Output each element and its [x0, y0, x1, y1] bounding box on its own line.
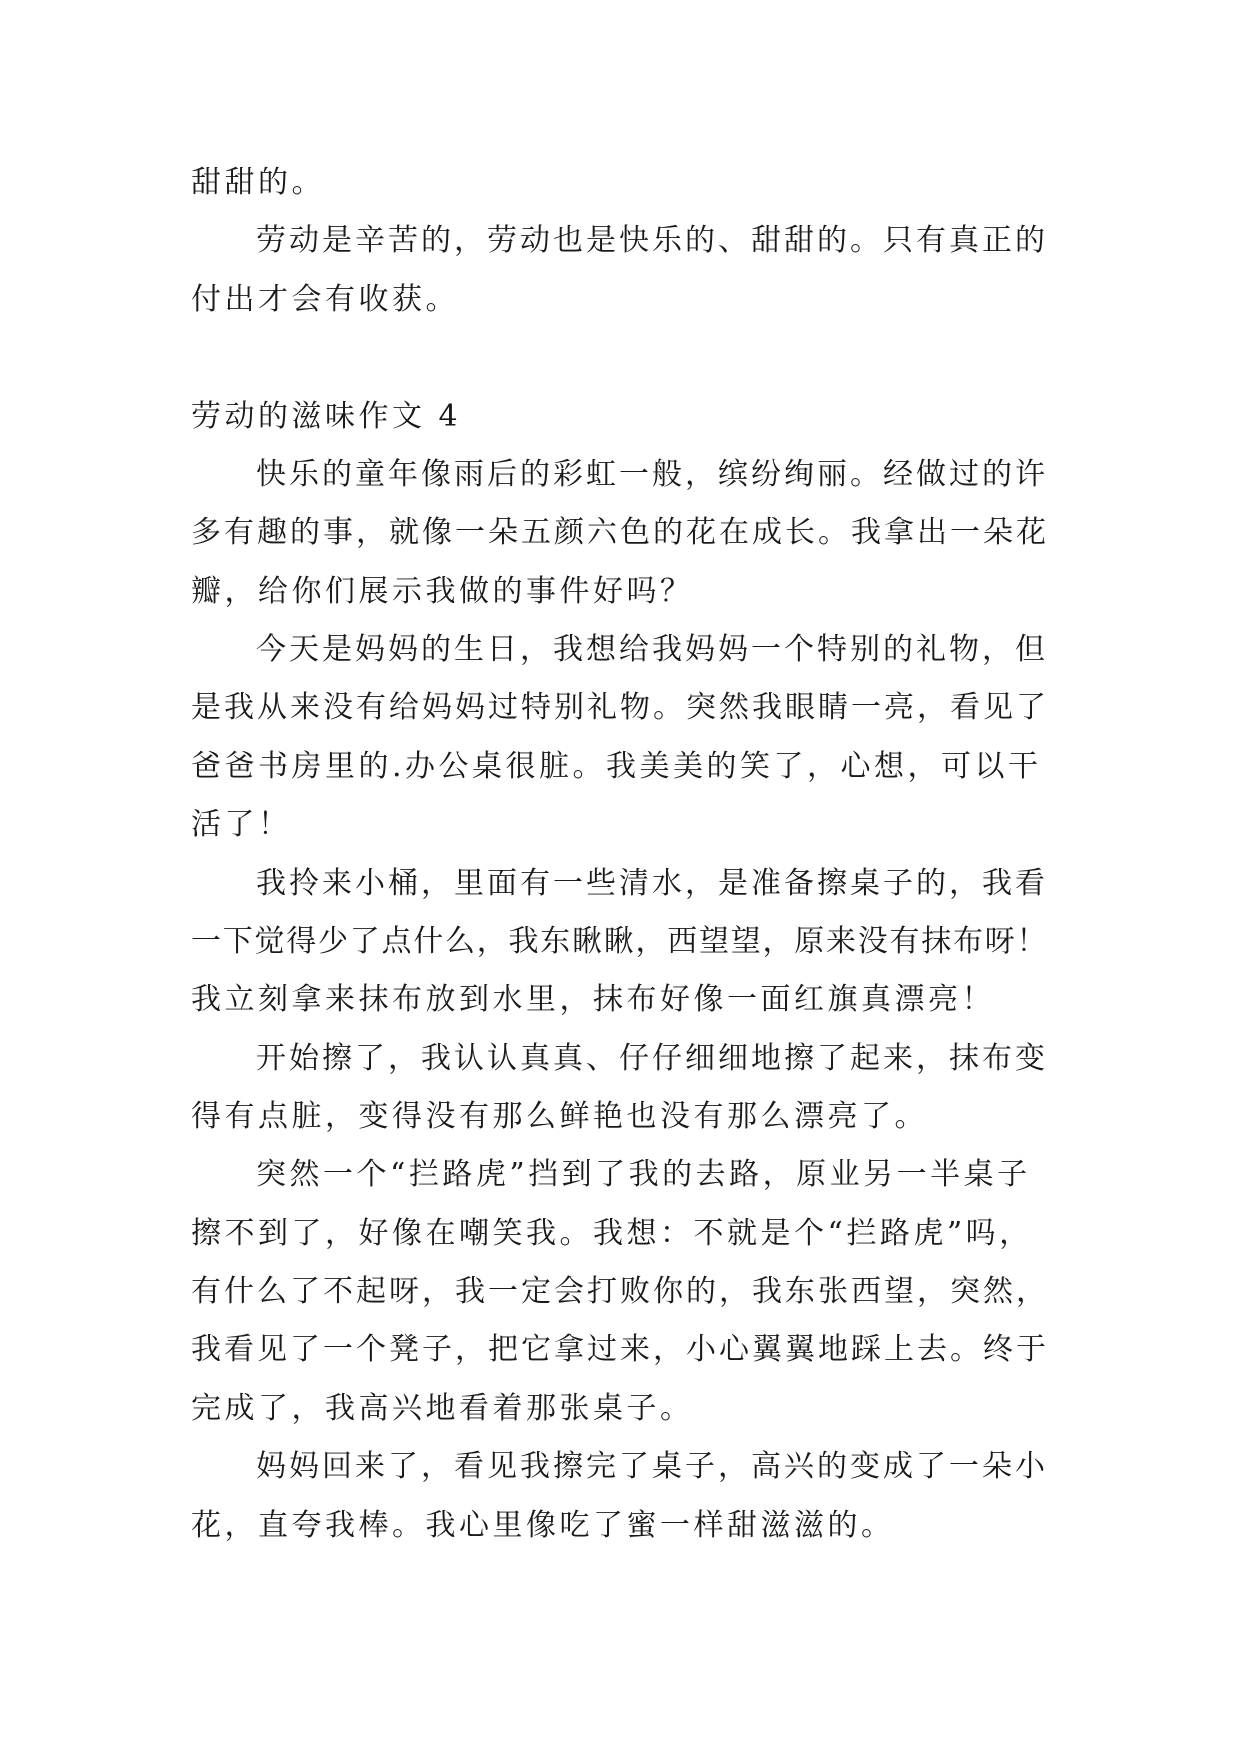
text-line: 多有趣的事，就像一朵五颜六色的花在成长。我拿出一朵花 [191, 515, 1049, 550]
text-line: 活了！ [191, 807, 292, 842]
paragraph-start-line: 快乐的童年像雨后的彩虹一般，缤纷绚丽。经做过的许 [256, 457, 1048, 492]
text-line: 擦不到了，好像在嘲笑我。我想：不就是个“拦路虎”吗， [191, 1216, 1033, 1251]
text-line: 我立刻拿来抹布放到水里，抹布好像一面红旗真漂亮！ [191, 982, 995, 1017]
text-line: 爸爸书房里的.办公桌很脏。我美美的笑了，心想，可以干 [191, 749, 1042, 784]
text-line: 完成了，我高兴地看着那张桌子。 [191, 1391, 694, 1426]
paragraph-start-line: 劳动是辛苦的，劳动也是快乐的、甜甜的。只有真正的 [256, 223, 1048, 258]
paragraph-start-line: 妈妈回来了，看见我擦完了桌子，高兴的变成了一朵小 [256, 1449, 1048, 1484]
paragraph-start-line: 今天是妈妈的生日，我想给我妈妈一个特别的礼物，但 [256, 632, 1048, 667]
text-line: 花，直夸我棒。我心里像吃了蜜一样甜滋滋的。 [191, 1508, 895, 1543]
essay-heading: 劳动的滋味作文 4 [191, 399, 462, 434]
text-line: 甜甜的。 [191, 165, 325, 200]
paragraph-start-line: 突然一个“拦路虎”挡到了我的去路，原业另一半桌子 [256, 1157, 1031, 1192]
text-line: 瓣，给你们展示我做的事件好吗？ [191, 574, 694, 609]
text-line: 我看见了一个凳子，把它拿过来，小心翼翼地踩上去。终于 [191, 1332, 1049, 1367]
paragraph-start-line: 开始擦了，我认认真真、仔仔细细地擦了起来，抹布变 [256, 1041, 1048, 1076]
text-line: 得有点脏，变得没有那么鲜艳也没有那么漂亮了。 [191, 1099, 928, 1134]
text-line: 是我从来没有给妈妈过特别礼物。突然我眼睛一亮，看见了 [191, 690, 1049, 725]
text-line: 有什么了不起呀，我一定会打败你的，我东张西望，突然， [191, 1274, 1049, 1309]
paragraph-start-line: 我拎来小桶，里面有一些清水，是准备擦桌子的，我看 [256, 866, 1048, 901]
text-line: 一下觉得少了点什么，我东瞅瞅，西望望，原来没有抹布呀！ [191, 924, 1049, 959]
text-line: 付出才会有收获。 [191, 282, 459, 317]
